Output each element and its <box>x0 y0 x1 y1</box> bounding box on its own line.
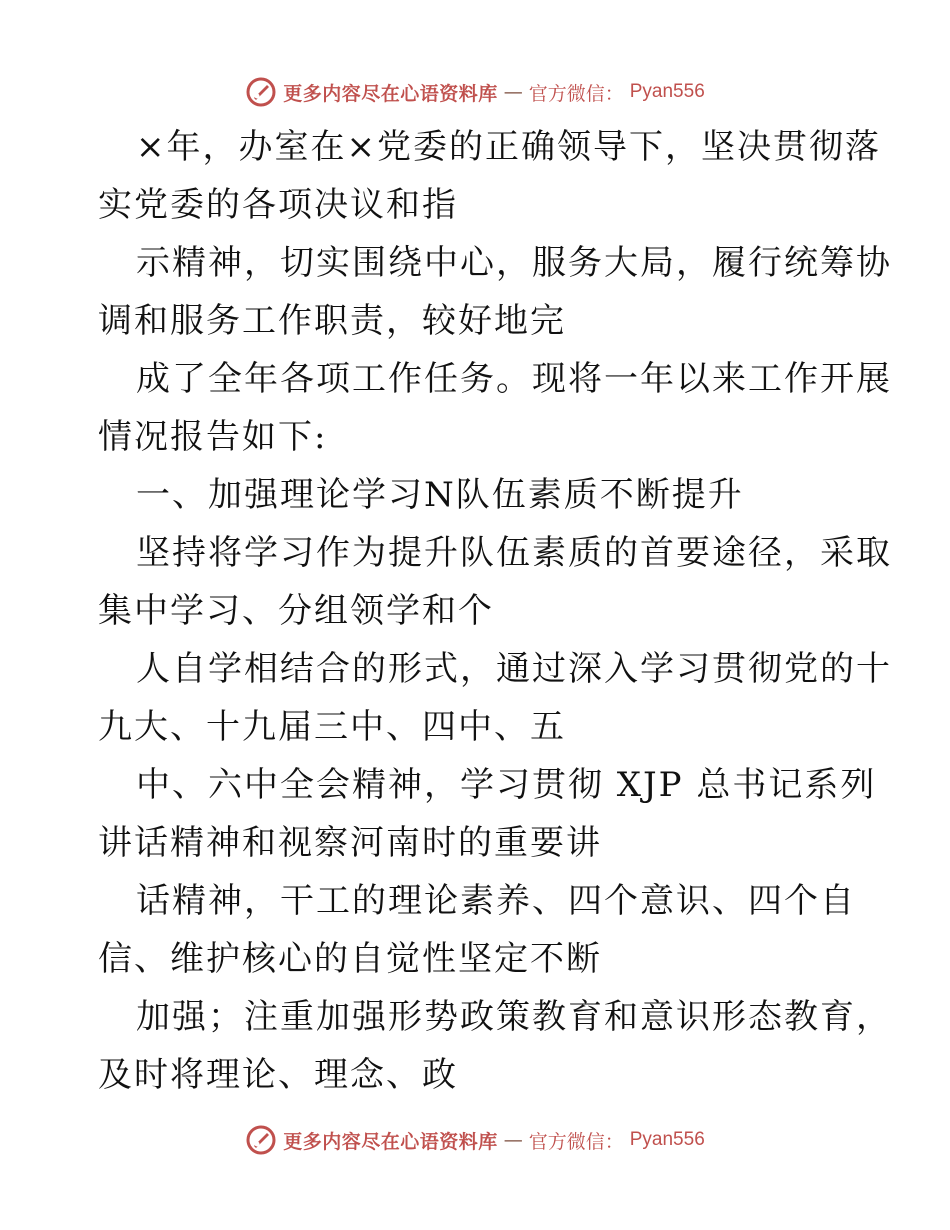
body-line: ×年，办室在×党委的正确领导下，坚决贯彻落 <box>136 127 881 167</box>
body-line: 情况报告如下: <box>98 417 328 457</box>
body-line: 坚持将学习作为提升队伍素质的首要途径，采取 <box>136 533 892 573</box>
brand-watermark <box>245 76 705 108</box>
body-line: 示精神，切实围绕中心，服务大局，履行统筹协 <box>136 243 892 283</box>
document-body <box>98 118 892 1104</box>
body-line: 信、维护核心的自觉性坚定不断 <box>98 939 602 979</box>
body-line: 人自学相结合的形式，通过深入学习贯彻党的十 <box>136 649 892 689</box>
header-watermark <box>0 72 950 112</box>
body-line: 调和服务工作职责，较好地完 <box>98 301 566 341</box>
wechat-label: 官方微信： <box>528 82 624 105</box>
body-line: 话精神，干工的理论素养、四个意识、四个自 <box>136 881 856 921</box>
wechat-id: Pyan556 <box>629 1129 705 1150</box>
brand-text: 更多内容尽在心语资料库 <box>283 1130 498 1153</box>
brand-separator: — <box>503 1129 523 1151</box>
body-line: 及时将理论、理念、政 <box>98 1055 458 1095</box>
brand-text: 更多内容尽在心语资料库 <box>283 82 498 105</box>
body-line: 讲话精神和视察河南时的重要讲 <box>98 823 602 863</box>
quill-logo-icon <box>245 1124 277 1156</box>
brand-separator: — <box>503 81 523 103</box>
brand-watermark <box>245 1124 705 1156</box>
quill-logo-icon <box>245 76 277 108</box>
body-line: 九大、十九届三中、四中、五 <box>98 707 566 747</box>
body-line: 中、六中全会精神，学习贯彻 XJP 总书记系列 <box>136 765 877 805</box>
body-line: 集中学习、分组领学和个 <box>98 591 494 631</box>
section-heading: 一、加强理论学习N队伍素质不断提升 <box>136 475 744 515</box>
body-line: 成了全年各项工作任务。现将一年以来工作开展 <box>136 359 892 399</box>
body-line: 加强；注重加强形势政策教育和意识形态教育， <box>136 997 892 1037</box>
wechat-label: 官方微信： <box>528 1130 624 1153</box>
wechat-id: Pyan556 <box>629 81 705 102</box>
footer-watermark <box>0 1120 950 1160</box>
body-line: 实党委的各项决议和指 <box>98 185 458 225</box>
